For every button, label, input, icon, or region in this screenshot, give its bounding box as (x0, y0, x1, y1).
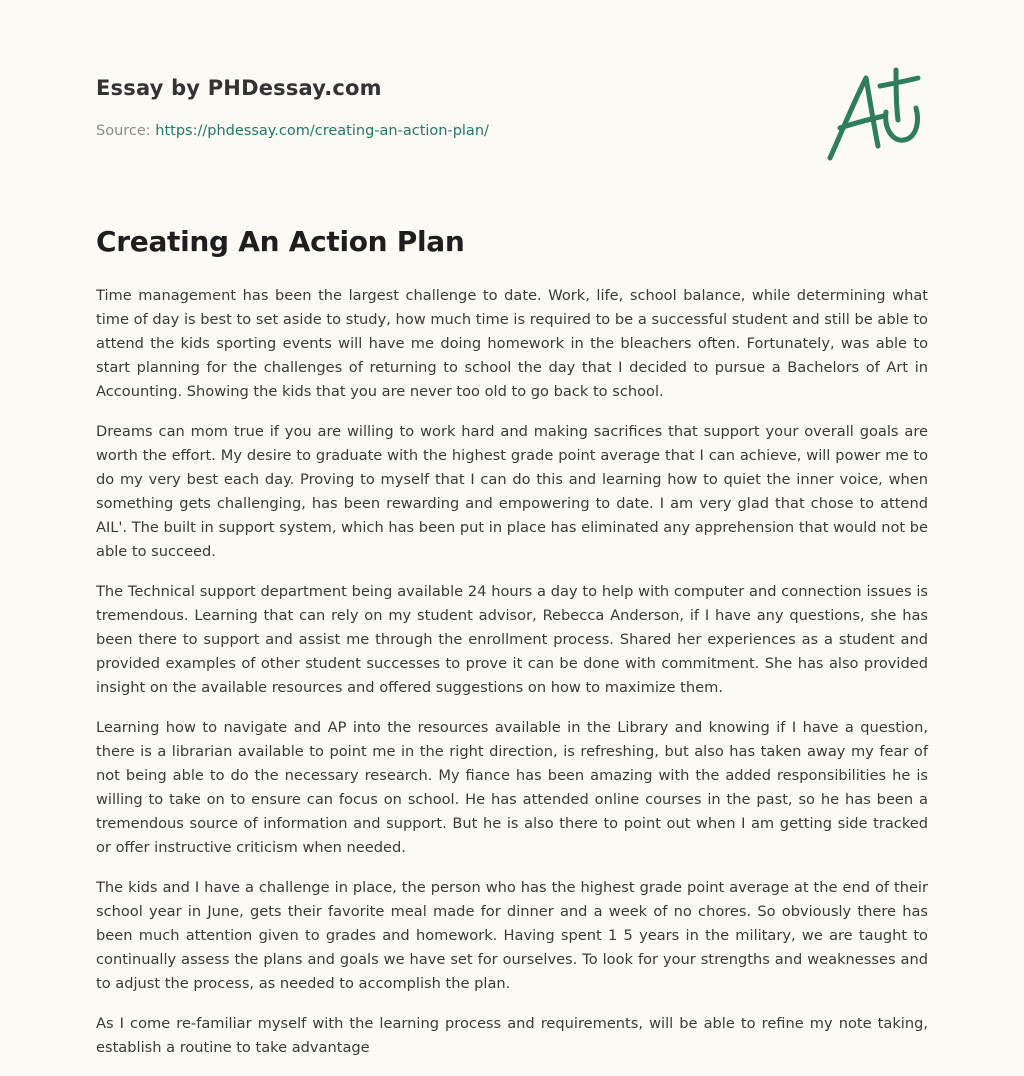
essay-paragraph: As I come re-familiar myself with the learning process and requirements, will be able to refine my note taking, establish a routine to take advantage (96, 1015, 928, 1056)
essay-paragraph: Time management has been the largest challenge to date. Work, life, school balance, while determining what time of day is best to set aside to study, how much time is required to be a successful student and still be able to attend the kids sporting events will have me doing homework in the bleachers often. Fortunately, was able to start planning for the challenges of returning to school the day that I decided to pursue a Bachelors of Art in Accounting. Showing the kids that you are never too old to go back to school. (96, 287, 928, 400)
site-brand: Essay by PHDessay.com (96, 76, 382, 100)
essay-paragraph: The Technical support department being available 24 hours a day to help with computer and connection issues is tremendous. Learning that can rely on my student advisor, Rebecca Anderson, if I have any questions, she has been there to support and assist me through the enrollment process. Shared her experiences as a student and provided examples of other student successes to prove it can be done with commitment. She has also provided insight on the available resources and offered suggestions on how to maximize them. (96, 583, 928, 696)
source-link[interactable]: https://phdessay.com/creating-an-action-plan/ (155, 123, 489, 139)
source-line (96, 123, 489, 139)
essay-paragraph: The kids and I have a challenge in place, the person who has the highest grade point average at the end of their school year in June, gets their favorite meal made for dinner and a week of no chores. So obviously there has been much attention given to grades and homework. Having spent 1 5 years in the military, we are taught to continually assess the plans and goals we have set for ourselves. To look for your strengths and weaknesses and to adjust the process, as needed to accomplish the plan. (96, 879, 928, 992)
a-plus-grade-icon (822, 66, 932, 166)
source-label: Source: (96, 123, 151, 139)
essay-paragraph: Dreams can mom true if you are willing to work hard and making sacrifices that support your overall goals are worth the effort. My desire to graduate with the highest grade point average that I can achieve, will power me to do my very best each day. Proving to myself that I can do this and learning how to quiet the inner voice, when something gets challenging, has been rewarding and empowering to date. I am very glad that chose to attend AIL'. The built in support system, which has been put in place has eliminated any apprehension that would not be able to succeed. (96, 423, 928, 560)
essay-title: Creating An Action Plan (96, 225, 465, 258)
essay-paragraph: Learning how to navigate and AP into the resources available in the Library and knowing if I have a question, there is a librarian available to point me in the right direction, is refreshing, but also has taken away my fear of not being able to do the necessary research. My fiance has been amazing with the added responsibilities he is willing to take on to ensure can focus on school. He has attended online courses in the past, so he has been a tremendous source of information and support. But he is also there to point out when I am getting side tracked or offer instructive criticism when needed. (96, 719, 928, 856)
essay-body (96, 284, 928, 1076)
